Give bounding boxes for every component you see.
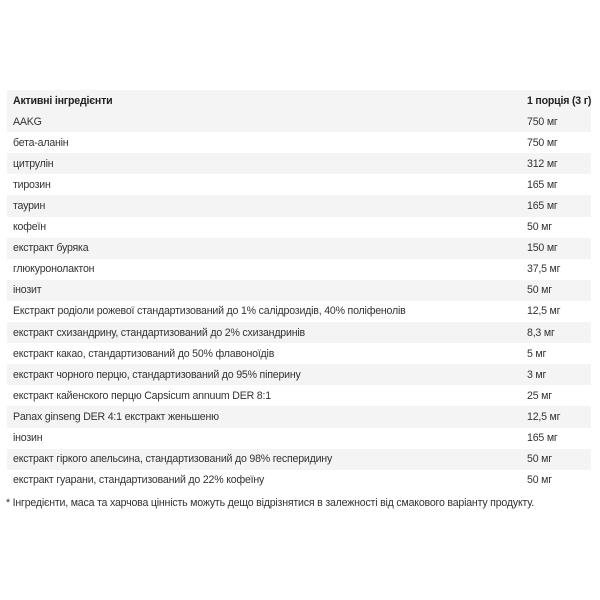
ingredient-amount: 5 мг (527, 347, 547, 360)
ingredient-amount: 37,5 мг (527, 263, 561, 276)
ingredient-amount: 3 мг (527, 368, 547, 381)
ingredient-amount: 750 мг (527, 115, 558, 128)
ingredient-amount: 165 мг (527, 432, 558, 445)
table-header (7, 90, 591, 111)
ingredient-amount: 312 мг (527, 157, 558, 170)
table-row (7, 132, 591, 153)
ingredient-name: екстракт схизандрину, стандартизований до 2% схизандринів (13, 326, 305, 339)
ingredient-name: екстракт гіркого апельсина, стандартизований до 98% гесперидину (13, 453, 333, 466)
ingredient-name: Panax ginseng DER 4:1 екстракт женьшеню (13, 410, 219, 423)
header-serving: 1 порція (3 г) (527, 94, 592, 107)
ingredient-amount: 8,3 мг (527, 326, 555, 339)
footnote: * Інгредієнти, маса та харчова цінність можуть дещо відрізнятися в залежності від смакового варіанту продукту. (6, 497, 535, 509)
ingredient-name: бета-аланін (13, 136, 69, 149)
table-row (7, 343, 591, 364)
ingredient-name: AAKG (13, 115, 42, 128)
table-row (7, 238, 591, 259)
ingredient-name: цитрулін (13, 157, 54, 170)
table-row (7, 470, 591, 491)
table-row (7, 217, 591, 238)
ingredient-amount: 12,5 мг (527, 305, 561, 318)
table-row (7, 428, 591, 449)
table-row (7, 301, 591, 322)
table-row (7, 364, 591, 385)
ingredient-name: кофеїн (13, 221, 46, 234)
table-row (7, 174, 591, 195)
ingredient-name: екстракт кайенского перцю Capsicum annuum DER 8:1 (13, 389, 271, 402)
table-row (7, 111, 591, 132)
ingredient-amount: 50 мг (527, 221, 552, 234)
ingredient-amount: 165 мг (527, 178, 558, 191)
ingredient-amount: 50 мг (527, 474, 552, 487)
table-row (7, 322, 591, 343)
ingredient-amount: 12,5 мг (527, 410, 561, 423)
ingredient-name: екстракт буряка (13, 242, 89, 255)
ingredient-name: екстракт гуарани, стандартизований до 22% кофеїну (13, 474, 265, 487)
ingredients-table (7, 90, 591, 491)
ingredient-name: Екстракт родіоли рожевої стандартизований до 1% салідрозидів, 40% поліфенолів (13, 305, 406, 318)
table-row (7, 259, 591, 280)
ingredient-name: інозит (13, 284, 42, 297)
table-row (7, 385, 591, 406)
table-row (7, 449, 591, 470)
ingredient-name: глюкуронолактон (13, 263, 95, 276)
ingredient-name: екстракт чорного перцю, стандартизований до 95% піперину (13, 368, 301, 381)
ingredient-name: інозин (13, 432, 43, 445)
table-row (7, 153, 591, 174)
ingredient-name: тирозин (13, 178, 51, 191)
table-row (7, 406, 591, 427)
ingredient-amount: 150 мг (527, 242, 558, 255)
ingredient-amount: 165 мг (527, 200, 558, 213)
ingredient-amount: 50 мг (527, 453, 552, 466)
ingredient-name: екстракт какао, стандартизований до 50% флавоноїдів (13, 347, 275, 360)
ingredient-name: таурин (13, 200, 46, 213)
table-row (7, 280, 591, 301)
ingredient-amount: 750 мг (527, 136, 558, 149)
table-row (7, 195, 591, 216)
ingredient-amount: 50 мг (527, 284, 552, 297)
header-ingredients: Активні інгредієнти (13, 94, 113, 107)
ingredient-amount: 25 мг (527, 389, 552, 402)
